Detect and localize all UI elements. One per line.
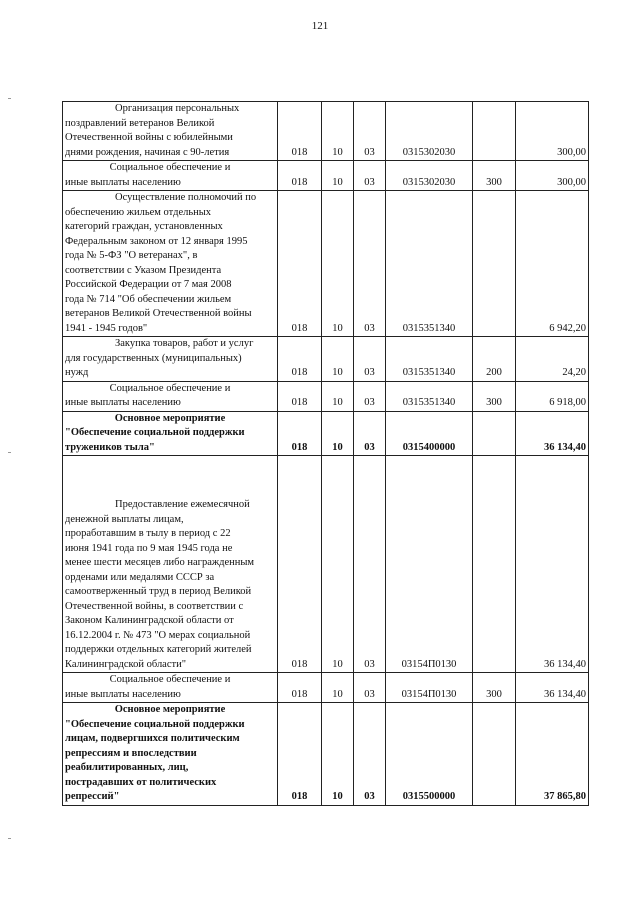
- amount-cell: 37 865,80: [516, 703, 589, 806]
- row-name-line: Отечественной войны с юбилейными: [65, 132, 233, 143]
- amount-cell: 36 134,40: [516, 673, 589, 703]
- row-name-line: "Обеспечение социальной поддержки: [65, 718, 245, 730]
- expense-type-cell: 300: [473, 381, 516, 411]
- row-name-line: поздравлений ветеранов Великой: [65, 117, 215, 129]
- row-name-line: репрессий": [65, 791, 120, 802]
- subsection-code-cell: 03: [354, 411, 386, 456]
- row-name-line: 1941 - 1945 годов": [65, 322, 148, 334]
- row-name-cell: [63, 673, 278, 703]
- amount-cell: 36 134,40: [516, 411, 589, 456]
- row-name-line: Предоставление ежемесячной: [115, 499, 250, 510]
- target-article-cell: 0315302030: [386, 102, 473, 161]
- table-row: [63, 161, 589, 191]
- target-article-cell: 0315500000: [386, 703, 473, 806]
- row-name-line: Основное мероприятие: [114, 704, 226, 715]
- section-code-cell: 10: [322, 673, 354, 703]
- row-name-line: менее шести месяцев либо награжденным: [65, 557, 255, 568]
- target-article-cell: 0315302030: [386, 161, 473, 191]
- ministry-code-cell: 018: [278, 411, 322, 456]
- expense-type-cell: [473, 102, 516, 161]
- table-row: [63, 411, 589, 456]
- table-row: [63, 703, 589, 806]
- expense-type-cell: 300: [473, 673, 516, 703]
- section-code-cell: 10: [322, 411, 354, 456]
- row-name-line: иные выплаты населению: [65, 688, 181, 700]
- table-body: [63, 102, 589, 806]
- subsection-code-cell: 03: [354, 102, 386, 161]
- row-name-cell: [63, 102, 278, 161]
- row-name-line: "Обеспечение социальной поддержки: [65, 427, 245, 438]
- section-code-cell: 10: [322, 703, 354, 806]
- table-row: [63, 456, 589, 673]
- target-article-cell: 0315351340: [386, 337, 473, 382]
- row-name-line: для государственных (муниципальных): [65, 352, 242, 364]
- ministry-code-cell: 018: [278, 161, 322, 191]
- row-name-line: Российской Федерации от 7 мая 2008: [65, 279, 232, 290]
- target-article-cell: 03154П0130: [386, 456, 473, 673]
- subsection-code-cell: 03: [354, 456, 386, 673]
- section-code-cell: 10: [322, 381, 354, 411]
- expense-type-cell: [473, 411, 516, 456]
- amount-cell: 6 942,20: [516, 191, 589, 337]
- row-name-line: категорий граждан, установленных: [65, 221, 223, 232]
- amount-cell: 24,20: [516, 337, 589, 382]
- row-name-line: проработавшим в тылу в период с 22: [65, 528, 231, 539]
- row-name-line: Калининградской области": [65, 658, 187, 670]
- ministry-code-cell: 018: [278, 337, 322, 382]
- section-code-cell: 10: [322, 456, 354, 673]
- row-name-line: Социальное обеспечение и: [109, 674, 231, 685]
- ministry-code-cell: 018: [278, 191, 322, 337]
- row-name-cell: [63, 411, 278, 456]
- ministry-code-cell: 018: [278, 456, 322, 673]
- row-name-cell: [63, 381, 278, 411]
- row-name-line: соответствии с Указом Президента: [65, 264, 222, 276]
- row-name-line: Законом Калининградской области от: [65, 615, 234, 626]
- target-article-cell: 03154П0130: [386, 673, 473, 703]
- target-article-cell: 0315351340: [386, 381, 473, 411]
- subsection-code-cell: 03: [354, 381, 386, 411]
- row-name-line: иные выплаты населению: [65, 397, 181, 408]
- row-name-line: Социальное обеспечение и: [109, 162, 231, 173]
- expense-type-cell: [473, 456, 516, 673]
- expense-type-cell: [473, 191, 516, 337]
- margin-mark: [8, 452, 11, 453]
- row-name-line: лицам, подвергшихся политическим: [65, 733, 240, 744]
- row-name-line: ветеранов Великой Отечественной войны: [65, 308, 252, 319]
- row-name-line: реабилитированных, лиц,: [65, 762, 189, 773]
- table-row: [63, 191, 589, 337]
- table-row: [63, 102, 589, 161]
- subsection-code-cell: 03: [354, 161, 386, 191]
- page-number: 121: [311, 20, 329, 32]
- row-name-line: поддержки отдельных категорий жителей: [65, 644, 252, 655]
- subsection-code-cell: 03: [354, 337, 386, 382]
- amount-cell: 6 918,00: [516, 381, 589, 411]
- row-name-line: 16.12.2004 г. № 473 "О мерах социальной: [65, 629, 251, 641]
- row-name-line: тружеников тыла": [65, 441, 155, 453]
- expense-type-cell: [473, 703, 516, 806]
- ministry-code-cell: 018: [278, 703, 322, 806]
- margin-mark: [8, 98, 11, 99]
- target-article-cell: 0315400000: [386, 411, 473, 456]
- row-name-line: Федеральным законом от 12 января 1995: [65, 235, 248, 247]
- row-name-line: пострадавших от политических: [65, 776, 217, 788]
- row-name-line: Организация персональных: [115, 103, 240, 114]
- row-name-line: Социальное обеспечение и: [109, 382, 231, 394]
- row-name-cell: [63, 161, 278, 191]
- row-name-line: самоотверженный труд в период Великой: [65, 586, 252, 597]
- section-code-cell: 10: [322, 191, 354, 337]
- row-name-cell: [63, 191, 278, 337]
- row-name-line: Отечественной войны, в соответствии с: [65, 600, 244, 612]
- amount-cell: 300,00: [516, 102, 589, 161]
- row-name-cell: [63, 337, 278, 382]
- ministry-code-cell: 018: [278, 102, 322, 161]
- subsection-code-cell: 03: [354, 191, 386, 337]
- section-code-cell: 10: [322, 102, 354, 161]
- row-name-line: денежной выплаты лицам,: [65, 513, 184, 525]
- margin-mark: [8, 838, 11, 839]
- row-name-line: обеспечению жильем отдельных: [65, 206, 212, 218]
- row-name-line: Осуществление полномочий по: [115, 192, 257, 203]
- budget-table: [62, 101, 589, 806]
- table-row: [63, 337, 589, 382]
- expense-type-cell: 200: [473, 337, 516, 382]
- row-name-cell: [63, 456, 278, 673]
- row-name-line: года № 5-ФЗ "О ветеранах", в: [65, 250, 198, 261]
- row-name-line: иные выплаты населению: [65, 176, 181, 188]
- amount-cell: 300,00: [516, 161, 589, 191]
- row-name-line: Основное мероприятие: [114, 412, 226, 424]
- row-name-line: года № 714 "Об обеспечении жильем: [65, 293, 232, 305]
- row-name-line: Закупка товаров, работ и услуг: [115, 338, 254, 349]
- section-code-cell: 10: [322, 161, 354, 191]
- expense-type-cell: 300: [473, 161, 516, 191]
- ministry-code-cell: 018: [278, 673, 322, 703]
- row-name-line: июня 1941 года по 9 мая 1945 года не: [65, 542, 233, 554]
- table-row: [63, 673, 589, 703]
- row-name-line: репрессиям и впоследствии: [65, 747, 197, 759]
- amount-cell: 36 134,40: [516, 456, 589, 673]
- row-name-line: орденами или медалями СССР за: [65, 571, 215, 583]
- table-row: [63, 381, 589, 411]
- row-name-line: нужд: [65, 367, 89, 378]
- ministry-code-cell: 018: [278, 381, 322, 411]
- subsection-code-cell: 03: [354, 703, 386, 806]
- row-name-cell: [63, 703, 278, 806]
- target-article-cell: 0315351340: [386, 191, 473, 337]
- subsection-code-cell: 03: [354, 673, 386, 703]
- section-code-cell: 10: [322, 337, 354, 382]
- row-name-line: днями рождения, начиная с 90-летия: [65, 146, 230, 158]
